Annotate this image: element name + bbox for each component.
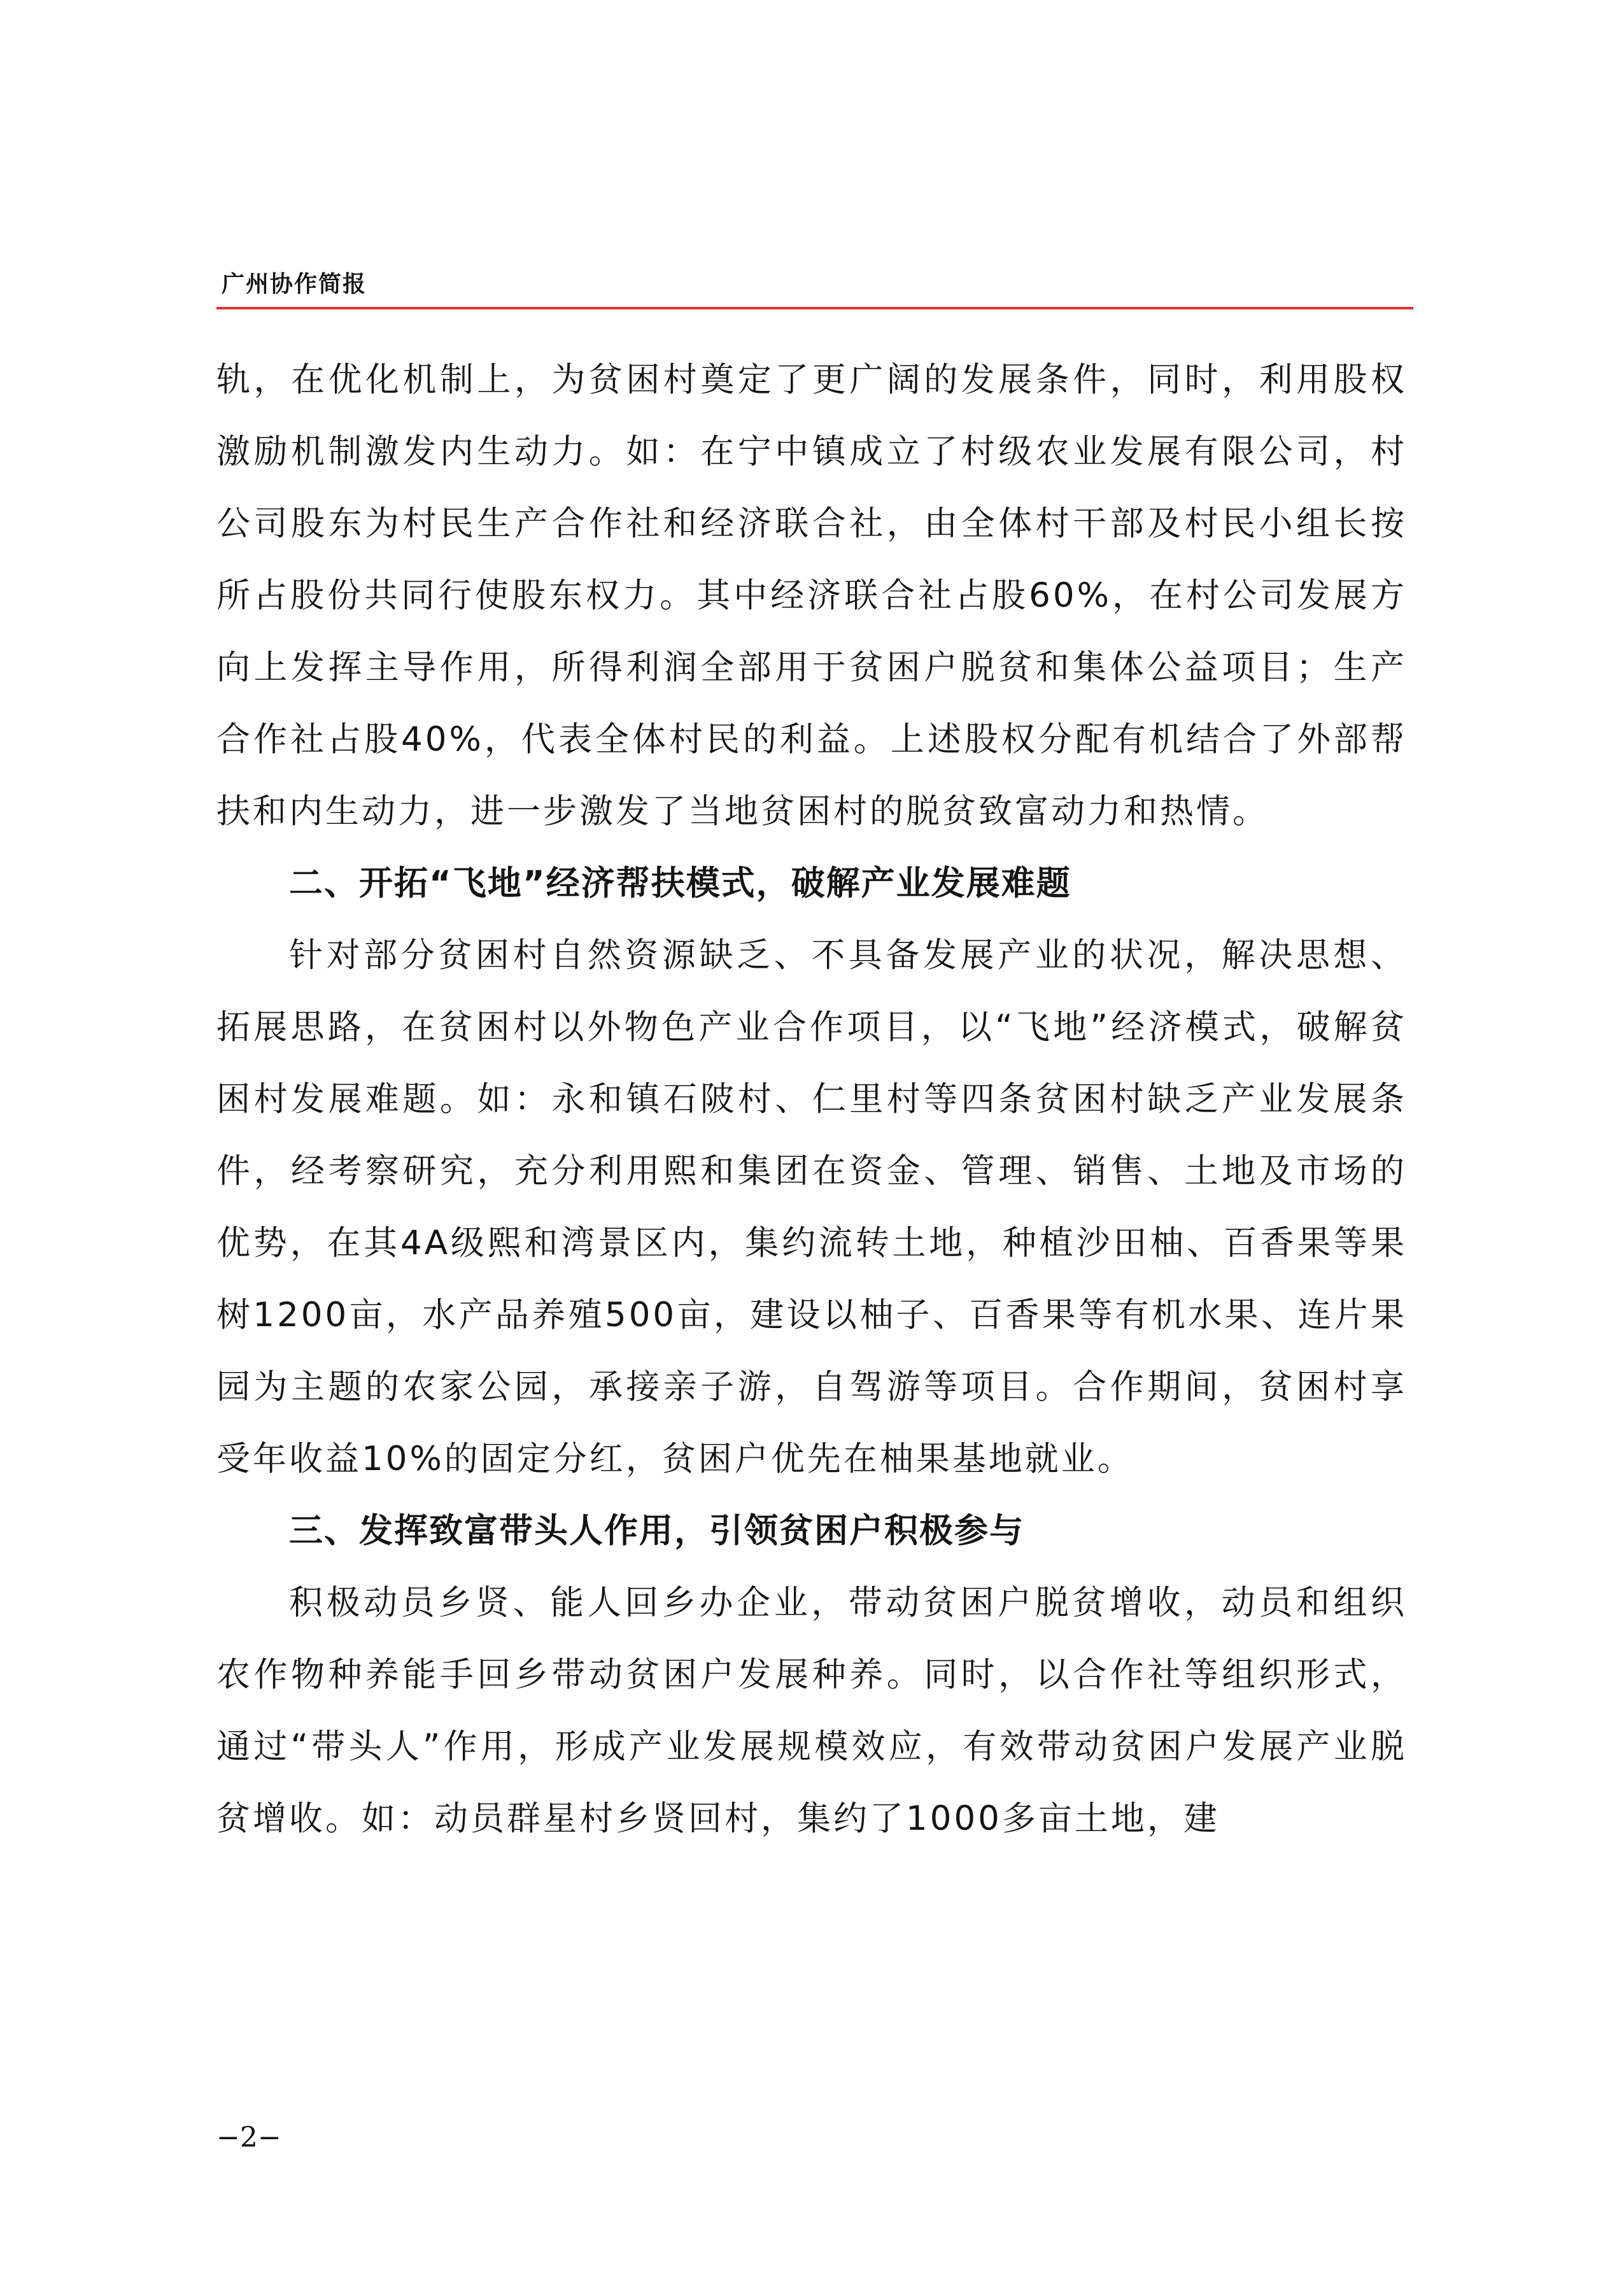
body-text — [216, 344, 1407, 1855]
section-heading-3: 三、发挥致富带头人作用，引领贫困户积极参与 — [289, 1511, 1024, 1550]
header-title: 广州协作简报 — [222, 271, 367, 297]
paragraph-continued: 轨，在优化机制上，为贫困村奠定了更广阔的发展条件，同时，利用股权激励机制激发内生动力。如：在宁中镇成立了村级农业发展有限公司，村公司股东为村民生产合作社和经济联合社，由全体村干部及村民小组长按所占股份共同行使股东权力。其中经济联合社占股60%，在村公司发展方向上发挥主导作用，所得利润全部用于贫困户脱贫和集体公益项目；生产合作社占股40%，代表全体村民的利益。上述股权分配有机结合了外部帮扶和内生动力，进一步激发了当地贫困村的脱贫致富动力和热情。 — [216, 360, 1407, 831]
paragraph-section-3: 积极动员乡贤、能人回乡办企业，带动贫困户脱贫增收，动员和组织农作物种养能手回乡带动贫困户发展种养。同时，以合作社等组织形式，通过“带头人”作用，形成产业发展规模效应，有效带动贫困户发展产业脱贫增收。如：动员群星村乡贤回村，集约了1000多亩土地，建 — [216, 1583, 1407, 1838]
header-rule — [216, 307, 1413, 309]
section-heading-2: 二、开拓“飞地”经济帮扶模式，破解产业发展难题 — [289, 864, 1071, 903]
page-number: −2− — [216, 2121, 281, 2154]
paragraph-section-2: 针对部分贫困村自然资源缺乏、不具备发展产业的状况，解决思想、拓展思路，在贫困村以外物色产业合作项目，以“飞地”经济模式，破解贫困村发展难题。如：永和镇石陂村、仁里村等四条贫困村缺乏产业发展条件，经考察研究，充分利用熙和集团在资金、管理、销售、土地及市场的优势，在其4A级熙和湾景区内，集约流转土地，种植沙田柚、百香果等果树1200亩，水产品养殖500亩，建设以柚子、百香果等有机水果、连片果园为主题的农家公园，承接亲子游，自驾游等项目。合作期间，贫困村享受年收益10%的固定分红，贫困户优先在柚果基地就业。 — [216, 936, 1407, 1478]
